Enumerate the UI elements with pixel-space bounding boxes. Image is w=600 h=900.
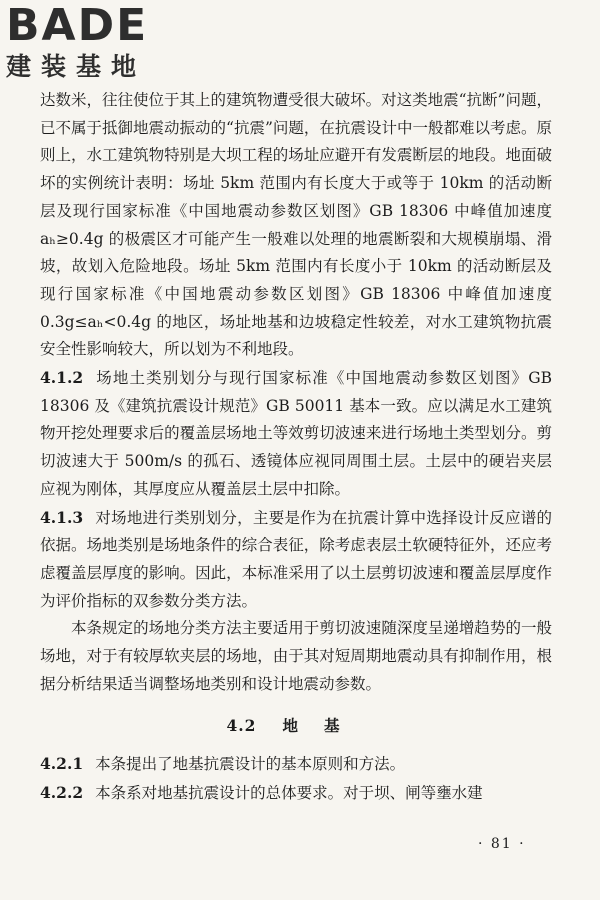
clause-number: 4.2.2 [40, 782, 84, 802]
clause-text: 场地土类别划分与现行国家标准《中国地震动参数区划图》GB 18306 及《建筑抗震设计规范》GB 50011 基本一致。应以满足水工建筑物开挖处理要求后的覆盖层场地土等效剪切波速来进行场地土类型划分。剪切波速大于 500m/s 的孤石、透镜体应视同周围土层。土层中的硬岩夹层应视为刚体，其厚度应从覆盖层土层中扣除。 [40, 369, 552, 498]
logo-subtitle: 建装基地 [6, 52, 147, 81]
clause-number: 4.1.2 [40, 368, 84, 388]
clause-4-1-3 [40, 504, 552, 616]
logo [6, 0, 176, 82]
clause-number: 4.1.3 [40, 507, 84, 527]
logo-mark: BADE [6, 0, 149, 51]
page-number: · 81 · [478, 836, 526, 852]
clause-text: 对场地进行类别划分，主要是作为在抗震计算中选择设计反应谱的依据。场地类别是场地条件的综合表征，除考虑表层土软硬特征外，还应考虑覆盖层厚度的影响。因此，本标准采用了以土层剪切波速和覆盖层厚度作为评价指标的双参数分类方法。 [40, 508, 552, 610]
page-content [40, 87, 552, 808]
section-title: 地基 [282, 716, 366, 736]
clause-4-2-2 [40, 779, 552, 808]
clause-text: 本条系对地基抗震设计的总体要求。对于坝、闸等壅水建 [95, 783, 483, 802]
clause-4-2-1 [40, 750, 552, 779]
section-heading [40, 712, 552, 740]
clause-4-1-2 [40, 364, 552, 504]
paragraph-site-classification: 本条规定的场地分类方法主要适用于剪切波速随深度呈递增趋势的一般场地，对于有较厚软夹层的场地，由于其对短周期地震动具有抑制作用，根据分析结果适当调整场地类别和设计地震动参数。 [40, 619, 552, 693]
clause-text: 本条提出了地基抗震设计的基本原则和方法。 [95, 755, 406, 774]
clause-number: 4.2.1 [40, 754, 84, 774]
paragraph-continuation: 达数米，往往使位于其上的建筑物遭受很大破坏。对这类地震“抗断”问题，已不属于抵御地震动振动的“抗震”问题，在抗震设计中一般都难以考虑。原则上，水工建筑物特别是大坝工程的场址应避开有发震断层的地段。地面破坏的实例统计表明：场址 5km 范围内有长度大于或等于 10km 的活动断层及现行国家标准《中国地震动参数区划图》GB 18306 中峰值加速度 aₕ≥0.4g 的极震区才可能产生一般难以处理的地震断裂和大规模崩塌、滑坡，故划入危险地段。场址 5km 范围内有长度小于 10km 的活动断层及现行国家标准《中国地震动参数区划图》GB 18306 中峰值加速度 0.3g≤aₕ<0.4g 的地区，场址地基和边坡稳定性较差，对水工建筑物抗震安全性影响较大，所以划为不利地段。 [40, 91, 552, 359]
section-number: 4.2 [226, 716, 257, 736]
